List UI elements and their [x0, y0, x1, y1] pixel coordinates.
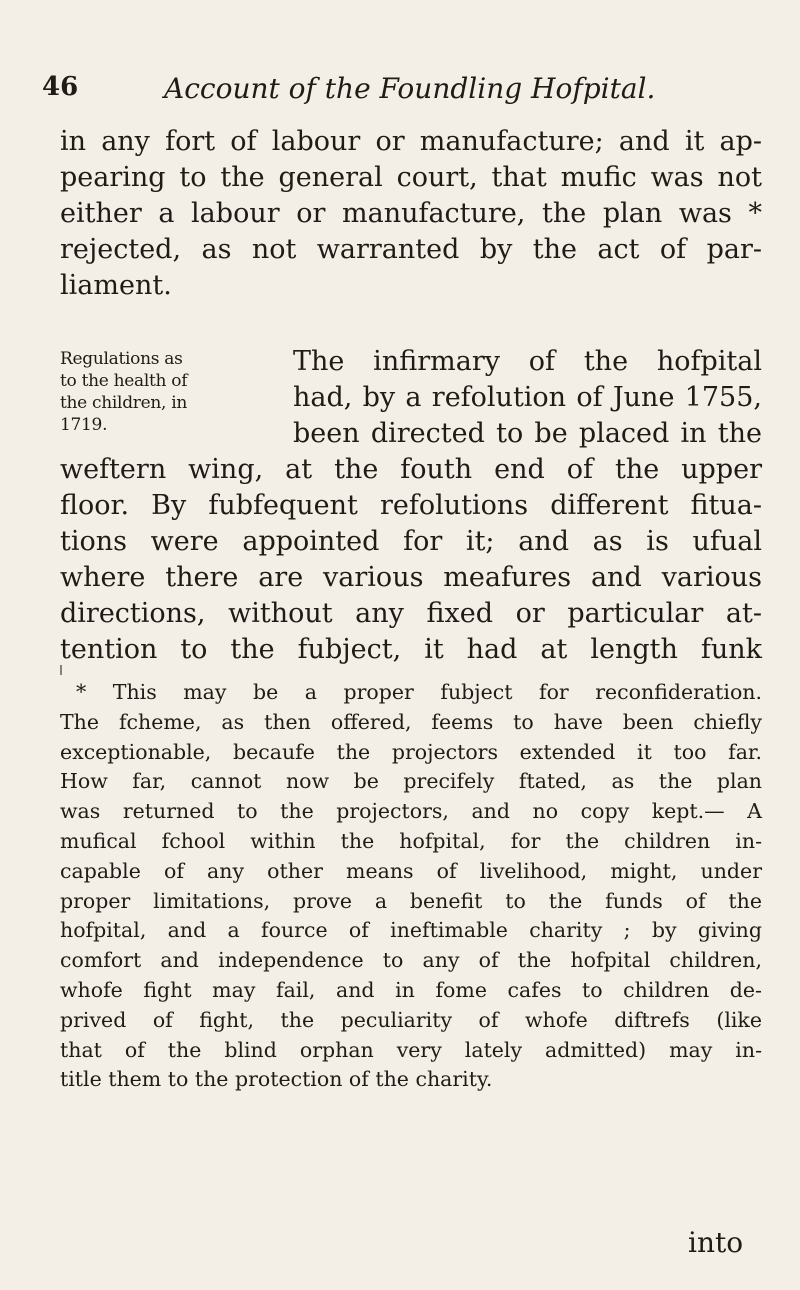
footnote-line: The fcheme, as then offered, feems to have been chiefly — [60, 709, 762, 734]
footnote — [60, 678, 762, 1095]
text-line: directions, without any fixed or particular at- — [60, 598, 762, 629]
paragraph-1 — [60, 124, 762, 304]
text-line: floor. By fubfequent refolutions different fitua- — [60, 490, 762, 521]
footnote-line: was returned to the projectors, and no copy kept.— A — [60, 799, 762, 824]
text-line: pearing to the general court, that mufic was not — [60, 162, 762, 193]
footnote-line: exceptionable, becaufe the projectors extended it too far. — [60, 739, 762, 764]
page-number: 46 — [42, 72, 79, 102]
text-line: been directed to be placed in the — [293, 418, 762, 449]
text-line: where there are various meafures and various — [60, 562, 762, 593]
margin-note-line: to the health of — [60, 371, 188, 391]
text-line: either a labour or manufacture, the plan was * — [60, 198, 762, 229]
footnote-line: whofe fight may fail, and in fome cafes to children de- — [60, 977, 762, 1002]
margin-note-line: the children, in — [60, 393, 187, 413]
footnote-line: comfort and independence to any of the hofpital children, — [60, 948, 762, 973]
text-line: tions were appointed for it; and as is ufual — [60, 526, 762, 557]
text-line: had, by a refolution of June 1755, — [293, 382, 762, 413]
text-line: rejected, as not warranted by the act of par- — [60, 234, 762, 265]
text-line: liament. — [60, 270, 172, 301]
text-line: tention to the fubject, it had at length funk — [60, 634, 762, 665]
margin-note-line: 1719. — [60, 415, 108, 435]
footnote-line: hofpital, and a fource of ineftimable charity ; by giving — [60, 918, 762, 943]
footnote-line: How far, cannot now be precifely ftated, as the plan — [60, 769, 762, 794]
footnote-rule — [60, 665, 62, 675]
running-head — [42, 72, 760, 112]
footnote-line: capable of any other means of livelihood, might, under — [60, 858, 762, 883]
paragraph-2 — [60, 344, 762, 668]
text-line: The infirmary of the hofpital — [293, 346, 762, 377]
footnote-line: title them to the protection of the charity. — [60, 1067, 493, 1092]
running-title: Account of the Foundling Hofpital. — [164, 72, 656, 105]
footnote-line: that of the blind orphan very lately admitted) may in- — [60, 1037, 762, 1062]
text-line: weftern wing, at the fouth end of the upper — [60, 454, 762, 485]
footnote-line: prived of fight, the peculiarity of whofe diftrefs (like — [60, 1007, 762, 1032]
text-line: in any fort of labour or manufacture; and it ap- — [60, 126, 762, 157]
footnote-line: * This may be a proper fubject for reconfideration. — [76, 680, 762, 704]
footnote-line: mufical fchool within the hofpital, for the children in- — [60, 828, 762, 853]
catchword: into — [688, 1226, 744, 1259]
footnote-line: proper limitations, prove a benefit to the funds of the — [60, 888, 762, 913]
margin-note-line: Regulations as — [60, 349, 183, 369]
